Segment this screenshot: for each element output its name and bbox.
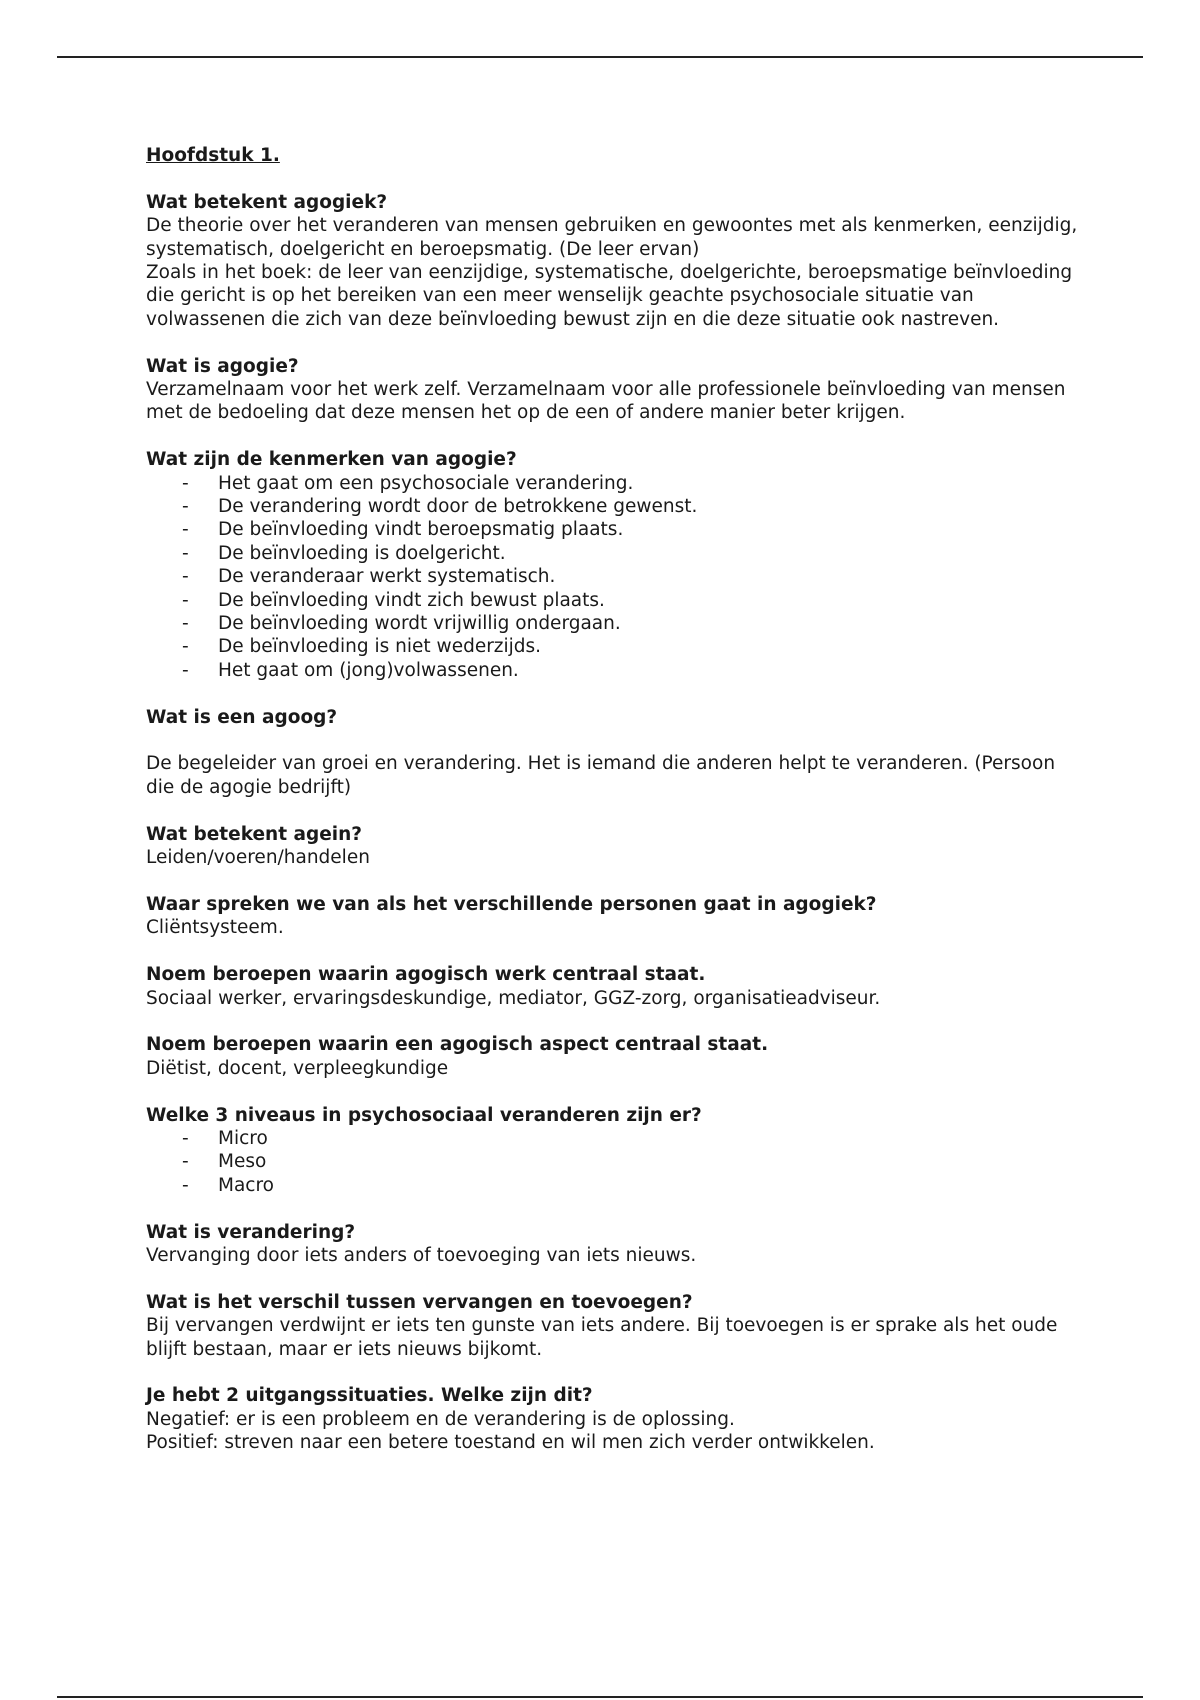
list-item: [146, 495, 1086, 518]
answer-text: Negatief: er is een probleem en de verandering is de oplossing.: [146, 1408, 735, 1430]
qa-sections: [146, 191, 1086, 1455]
footer-rule: [57, 1696, 1143, 1698]
qa-section: [146, 355, 1086, 425]
list-item: [146, 472, 1086, 495]
dash-marker: -: [182, 496, 189, 518]
list-item-text: Macro: [218, 1174, 274, 1196]
dash-marker: -: [182, 636, 189, 658]
answer-text: Vervanging door iets anders of toevoeging van iets nieuws.: [146, 1244, 697, 1266]
list-item-text: De beïnvloeding is doelgericht.: [218, 542, 506, 564]
list-item: [146, 1150, 1086, 1173]
qa-section: [146, 893, 1086, 940]
question-heading: Noem beroepen waarin een agogisch aspect centraal staat.: [146, 1034, 769, 1056]
list-item-text: De beïnvloeding is niet wederzijds.: [218, 636, 542, 658]
dash-marker: -: [182, 542, 189, 564]
list-item-text: Het gaat om een psychosociale verandering.: [218, 472, 634, 494]
list-item-text: De beïnvloeding vindt beroepsmatig plaats.: [218, 519, 624, 541]
list-item: [146, 1127, 1086, 1150]
spacer: [146, 729, 1086, 752]
bullet-list: [146, 1127, 1086, 1197]
dash-marker: -: [182, 1151, 189, 1173]
document-body: [146, 144, 1086, 1478]
qa-section: [146, 1384, 1086, 1454]
list-item-text: De veranderaar werkt systematisch.: [218, 566, 556, 588]
dash-marker: -: [182, 1127, 189, 1149]
list-item: [146, 589, 1086, 612]
list-item: [146, 518, 1086, 541]
answer-text: Bij vervangen verdwijnt er iets ten gunste van iets andere. Bij toevoegen is er sprake als het oude blijft bestaan, maar er iets nieuws bijkomt.: [146, 1315, 1058, 1360]
answer-text: Sociaal werker, ervaringsdeskundige, mediator, GGZ-zorg, organisatieadviseur.: [146, 987, 881, 1009]
dash-marker: -: [182, 1174, 189, 1196]
list-item-text: Micro: [218, 1127, 268, 1149]
question-heading: Wat betekent agogiek?: [146, 191, 388, 213]
qa-section: [146, 706, 1086, 800]
qa-section: [146, 1033, 1086, 1080]
list-item: [146, 612, 1086, 635]
dash-marker: -: [182, 659, 189, 681]
answer-text: Cliëntsysteem.: [146, 917, 284, 939]
dash-marker: -: [182, 472, 189, 494]
question-heading: Welke 3 niveaus in psychosociaal veranderen zijn er?: [146, 1104, 702, 1126]
question-heading: Wat is een agoog?: [146, 706, 338, 728]
list-item: [146, 635, 1086, 658]
chapter-title: Hoofdstuk 1.: [146, 145, 280, 166]
question-heading: Wat is het verschil tussen vervangen en toevoegen?: [146, 1291, 693, 1313]
list-item: [146, 1174, 1086, 1197]
answer-text: De begeleider van groei en verandering. Het is iemand die anderen helpt te veranderen. (Persoon die de agogie bedrijft): [146, 753, 1056, 798]
qa-section: [146, 191, 1086, 331]
list-item: [146, 659, 1086, 682]
qa-section: [146, 1104, 1086, 1198]
answer-text: Leiden/voeren/handelen: [146, 847, 370, 869]
list-item-text: Het gaat om (jong)volwassenen.: [218, 659, 519, 681]
list-item-text: Meso: [218, 1151, 267, 1173]
question-heading: Waar spreken we van als het verschillende personen gaat in agogiek?: [146, 893, 877, 915]
bullet-list: [146, 472, 1086, 683]
answer-text: Positief: streven naar een betere toestand en wil men zich verder ontwikkelen.: [146, 1432, 875, 1454]
answer-text: De theorie over het veranderen van mensen gebruiken en gewoontes met als kenmerken, eenzijdig, systematisch, doelgericht en beroepsmatig. (De leer ervan): [146, 215, 1078, 260]
dash-marker: -: [182, 519, 189, 541]
question-heading: Wat zijn de kenmerken van agogie?: [146, 449, 517, 471]
answer-text: Zoals in het boek: de leer van eenzijdige, systematische, doelgerichte, beroepsmatige beïnvloeding die gericht is op het bereiken van een meer wenselijk geachte psychosociale situatie van volwassenen die zich van deze beïnvloeding bewust zijn en die deze situatie ook nastreven.: [146, 262, 1073, 330]
answer-text: Verzamelnaam voor het werk zelf. Verzamelnaam voor alle professionele beïnvloeding van mensen met de bedoeling dat deze mensen het op de een of andere manier beter krijgen.: [146, 379, 1066, 424]
dash-marker: -: [182, 589, 189, 611]
question-heading: Je hebt 2 uitgangssituaties. Welke zijn dit?: [146, 1385, 593, 1407]
question-heading: Wat is agogie?: [146, 355, 299, 377]
question-heading: Wat is verandering?: [146, 1221, 356, 1243]
qa-section: [146, 963, 1086, 1010]
list-item-text: De beïnvloeding wordt vrijwillig ondergaan.: [218, 613, 621, 635]
question-heading: Noem beroepen waarin agogisch werk centraal staat.: [146, 964, 706, 986]
qa-section: [146, 1291, 1086, 1361]
dash-marker: -: [182, 613, 189, 635]
qa-section: [146, 1221, 1086, 1268]
list-item-text: De verandering wordt door de betrokkene gewenst.: [218, 496, 698, 518]
list-item: [146, 565, 1086, 588]
list-item-text: De beïnvloeding vindt zich bewust plaats.: [218, 589, 605, 611]
list-item: [146, 542, 1086, 565]
dash-marker: -: [182, 566, 189, 588]
qa-section: [146, 448, 1086, 682]
qa-section: [146, 823, 1086, 870]
answer-text: Diëtist, docent, verpleegkundige: [146, 1057, 449, 1079]
question-heading: Wat betekent agein?: [146, 823, 363, 845]
header-rule: [57, 56, 1143, 58]
